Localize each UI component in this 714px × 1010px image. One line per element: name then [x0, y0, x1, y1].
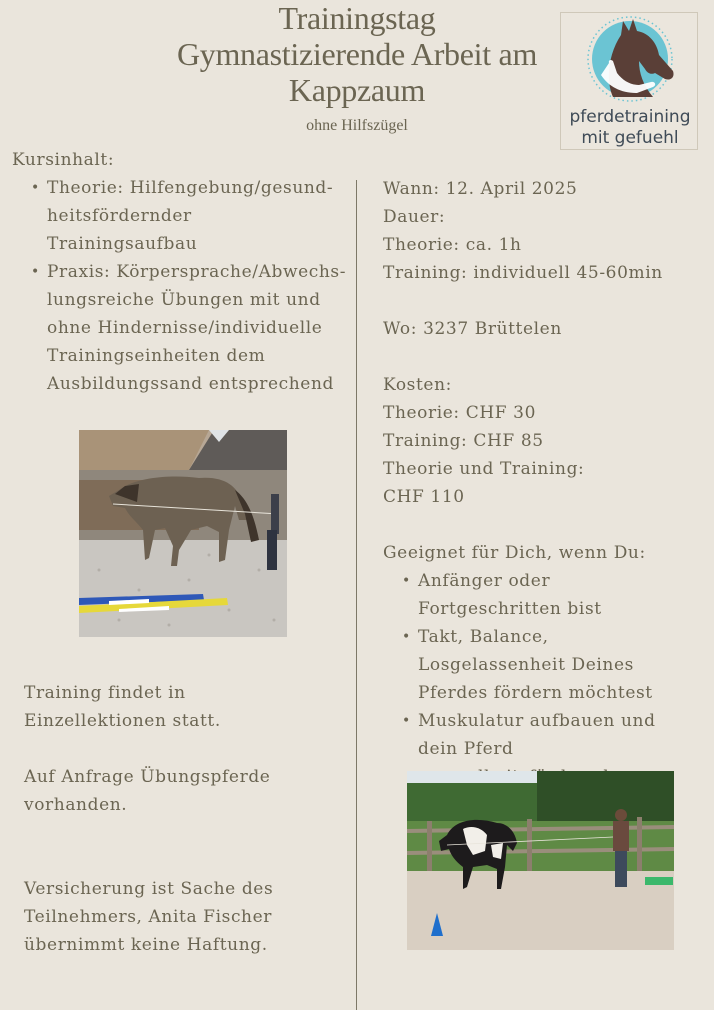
- course-list: [47, 174, 357, 398]
- event-info: [383, 175, 708, 819]
- cost-training: Training: CHF 85: [383, 431, 544, 451]
- cost-theory: Theorie: CHF 30: [383, 403, 537, 423]
- list-item: • Muskulatur aufbauen und dein Pferd: [418, 707, 708, 819]
- title-line-1: Trainingstag: [278, 0, 436, 36]
- horse-photo-left: [79, 430, 287, 637]
- list-item: • Theorie: Hilfengebung/gesund- heitsfördernder Trainingsaufbau: [47, 174, 357, 258]
- logo-text-line-1: pferdetraining: [569, 107, 691, 127]
- page-subtitle: ohne Hilfszügel: [306, 117, 408, 134]
- horse-illustration-right: [407, 771, 674, 950]
- costs-label: Kosten:: [383, 375, 452, 395]
- horse-illustration-left: [79, 430, 287, 637]
- duration-training: Training: individuell 45-60min: [383, 263, 663, 283]
- title-line-2: Gymnastizierende Arbeit am: [176, 36, 538, 72]
- single-lessons-note: Training findet in Einzellektionen statt.: [24, 683, 221, 731]
- title-line-3: Kappzaum: [288, 72, 426, 108]
- event-date: Wann: 12. April 2025: [383, 179, 578, 199]
- list-item: • Anfänger oder Fortgeschritten bist: [418, 567, 708, 623]
- horse-photo-right: [407, 771, 674, 950]
- cost-both-label: Theorie und Training:: [383, 459, 585, 479]
- column-divider: [356, 180, 357, 1010]
- suitable-heading: Geeignet für Dich, wenn Du:: [383, 543, 646, 563]
- list-item: • Praxis: Körpersprache/Abwechs- lungsreiche Übungen mit und ohne Hindernisse/individuelle Trainingseinheiten dem Ausbildungssand entsprechend: [47, 258, 357, 398]
- logo-text-line-2: mit gefuehl: [581, 128, 679, 148]
- duration-theory: Theorie: ca. 1h: [383, 235, 522, 255]
- page-title: [130, 0, 584, 108]
- event-location: Wo: 3237 Brüttelen: [383, 319, 562, 339]
- course-heading: Kursinhalt:: [12, 150, 115, 170]
- duration-label: Dauer:: [383, 207, 446, 227]
- practice-horses-note: Auf Anfrage Übungspferde vorhanden.: [24, 767, 271, 815]
- list-item: • Takt, Balance, Losgelassenheit Deines Pferdes fördern möchtest: [418, 623, 708, 707]
- cost-both-value: CHF 110: [383, 487, 465, 507]
- logo: [560, 12, 698, 150]
- insurance-note: Versicherung ist Sache des Teilnehmers, Anita Fischer übernimmt keine Haftung.: [24, 879, 274, 955]
